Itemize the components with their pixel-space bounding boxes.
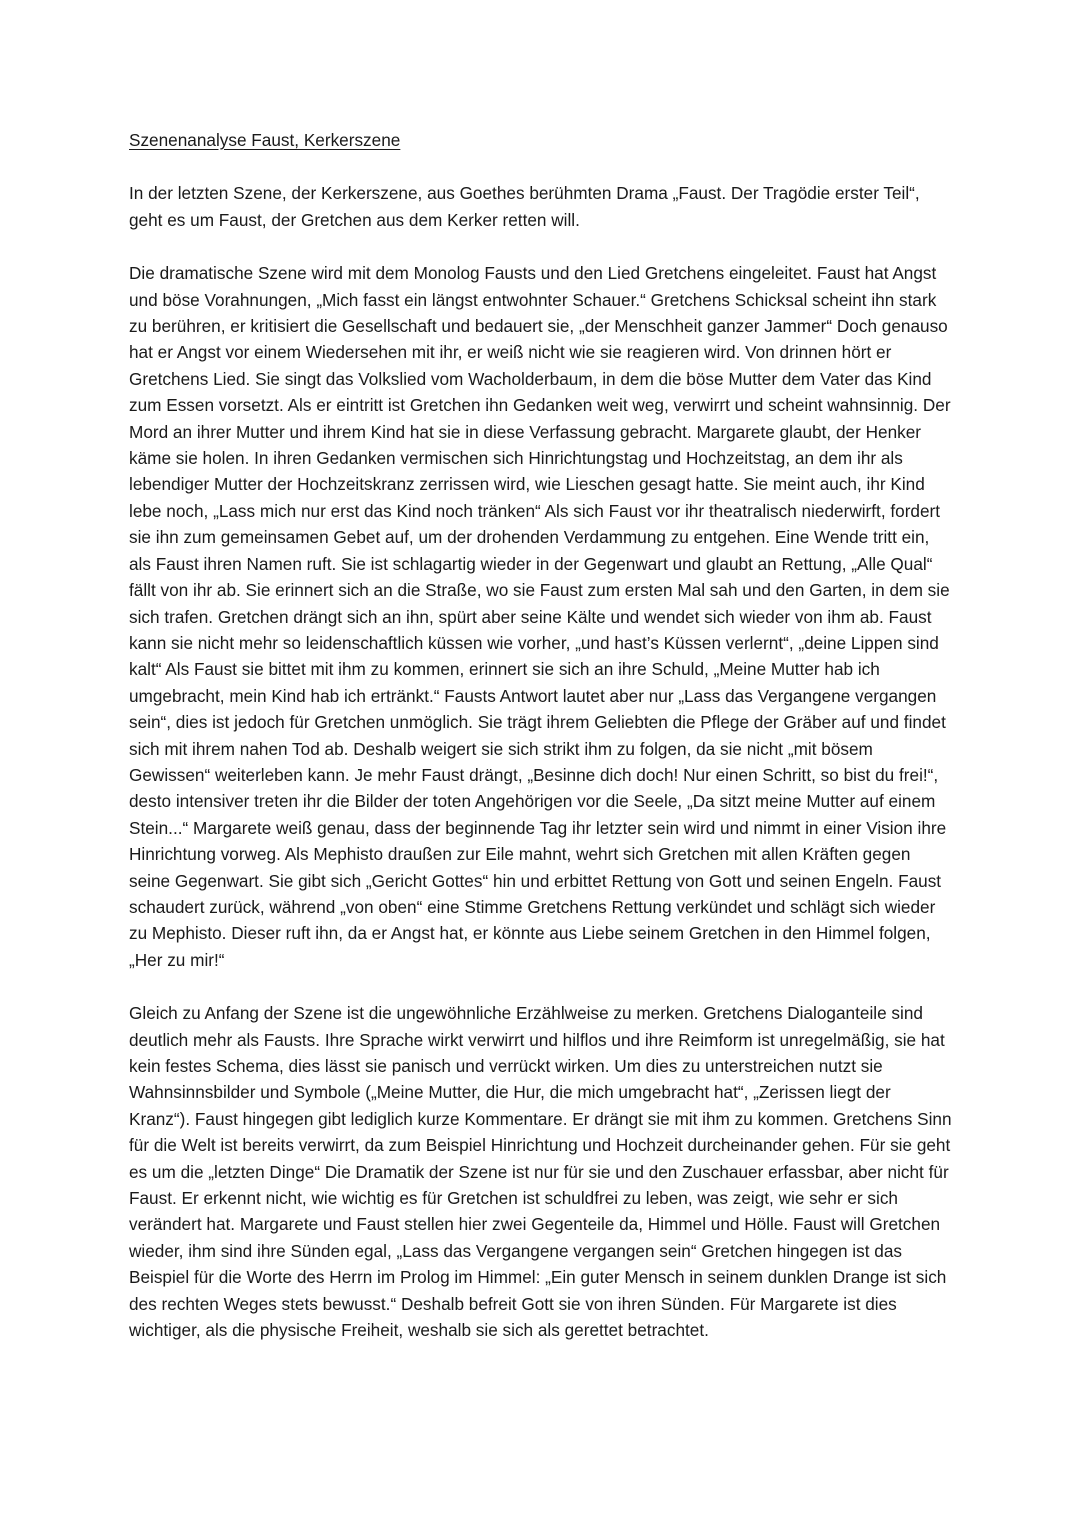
paragraph-scene-summary: Die dramatische Szene wird mit dem Monolog Fausts und den Lied Gretchens eingeleitet. Faust hat Angst und böse Vorahnungen, „Mich fasst ein längst entwohnter Schauer.“ Gretchens Schicksal scheint ihn stark zu berühren, er kritisiert die Gesellschaft und bedauert sie, „der Menschheit ganzer Jammer“ Doch genauso hat er Angst vor einem Wiedersehen mit ihr, er weiß nicht wie sie reagieren wird. Von drinnen hört er Gretchens Lied. Sie singt das Volkslied vom Wacholderbaum, in dem die böse Mutter dem Vater das Kind zum Essen vorsetzt. Als er eintritt ist Gretchen ihn Gedanken weit weg, verwirrt und scheint wahnsinnig. Der Mord an ihrer Mutter und ihrem Kind hat sie in diese Verfassung gebracht. Margarete glaubt, der Henker käme sie holen. In ihren Gedanken vermischen sich Hinrichtungstag und Hochzeitstag, an dem ihr als lebendiger Mutter der Hochzeitskranz zerrissen wird, wie Lieschen gesagt hatte. Sie meint auch, ihr Kind lebe noch, „Lass mich nur erst das Kind noch tränken“ Als sich Faust vor ihr theatralisch niederwirft, fordert sie ihn zum gemeinsamen Gebet auf, um der drohenden Verdammung zu entgehen. Eine Wende tritt ein, als Faust ihren Namen ruft. Sie ist schlagartig wieder in der Gegenwart und glaubt an Rettung, „Alle Qual“ fällt von ihr ab. Sie erinnert sich an die Straße, wo sie Faust zum ersten Mal sah und den Garten, in dem sie sich trafen. Gretchen drängt sich an ihn, spürt aber seine Kälte und wendet sich wieder von ihm ab. Faust kann sie nicht mehr so leidenschaftlich küssen wie vorher, „und hast’s Küssen verlernt“, „deine Lippen sind kalt“ Als Faust sie bittet mit ihm zu kommen, erinnert sie sich an ihre Schuld, „Meine Mutter hab ich umgebracht, mein Kind hab ich ertränkt.“ Fausts Antwort lautet aber nur „Lass das Vergangene vergangen sein“, dies ist jedoch für Gretchen unmöglich. Sie trägt ihrem Geliebten die Pflege der Gräber auf und findet sich mit ihrem nahen Tod ab. Deshalb weigert sie sich strikt ihm zu folgen, da sie nicht „mit bösem Gewissen“ weiterleben kann. Je mehr Faust drängt, „Besinne dich doch! Nur einen Schritt, so bist du frei!“, desto intensiver treten ihr die Bilder der toten Angehörigen vor die Seele, „Da sitzt meine Mutter auf einem Stein...“ Margarete weiß genau, dass der beginnende Tag ihr letzter sein wird und nimmt in einer Vision ihre Hinrichtung vorweg. Als Mephisto draußen zur Eile mahnt, wehrt sich Gretchen mit allen Kräften gegen seine Gegenwart. Sie gibt sich „Gericht Gottes“ hin und erbittet Rettung von Gott und seinen Engeln. Faust schaudert zurück, während „von oben“ eine Stimme Gretchens Rettung verkündet und schlägt sich wieder zu Mephisto. Dieser ruft ihn, da er Angst hat, er könnte aus Liebe seinem Gretchen in den Himmel folgen, „Her zu mir!“ (129, 263, 951, 970)
document-page (129, 127, 955, 1343)
paragraph-intro: In der letzten Szene, der Kerkerszene, aus Goethes berühmten Drama „Faust. Der Tragödie erster Teil“, geht es um Faust, der Gretchen aus dem Kerker retten will. (129, 183, 920, 230)
document-title: Szenenanalyse Faust, Kerkerszene (129, 130, 401, 150)
paragraph-analysis: Gleich zu Anfang der Szene ist die ungewöhnliche Erzählweise zu merken. Gretchens Dialoganteile sind deutlich mehr als Fausts. Ihre Sprache wirkt verwirrt und hilflos und ihre Reimform ist unregelmäßig, sie hat kein festes Schema, dies lässt sie panisch und verrückt wirken. Um dies zu unterstreichen nutzt sie Wahnsinnsbilder und Symbole („Meine Mutter, die Hur, die mich umgebracht hat“, „Zerissen liegt der Kranz“). Faust hingegen gibt lediglich kurze Kommentare. Er drängt sie mit ihm zu kommen. Gretchens Sinn für die Welt ist bereits verwirrt, da zum Beispiel Hinrichtung und Hochzeit durcheinander gehen. Für sie geht es um die „letzten Dinge“ Die Dramatik der Szene ist nur für sie und den Zuschauer erfassbar, aber nicht für Faust. Er erkennt nicht, wie wichtig es für Gretchen ist schuldfrei zu leben, was zeigt, wie sehr er sich verändert hat. Margarete und Faust stellen hier zwei Gegenteile da, Himmel und Hölle. Faust will Gretchen wieder, ihm sind ihre Sünden egal, „Lass das Vergangene vergangen sein“ Gretchen hingegen ist das Beispiel für die Worte des Herrn im Prolog im Himmel: „Ein guter Mensch in seinem dunklen Drange ist sich des rechten Weges stets bewusst.“ Deshalb befreit Gott sie von ihren Sünden. Für Margarete ist dies wichtiger, als die physische Freiheit, weshalb sie sich als gerettet betrachtet. (129, 1003, 952, 1341)
